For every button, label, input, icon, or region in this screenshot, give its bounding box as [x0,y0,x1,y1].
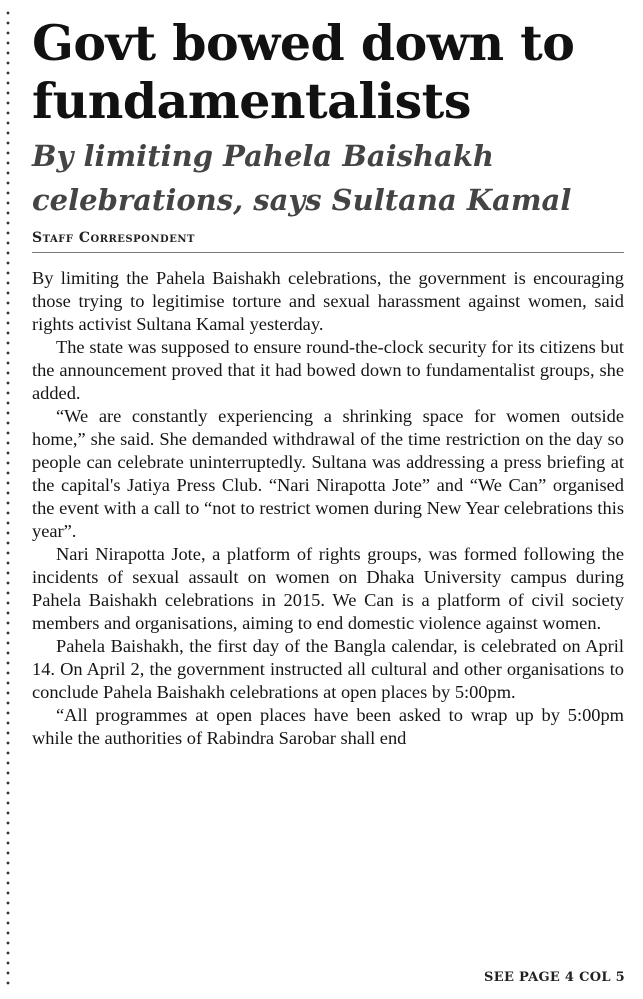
paragraph: By limiting the Pahela Baishakh celebrations, the government is encouraging those trying to legitimise torture and sexual harassment against women, said rights activist Sultana Kamal yesterday. [32,268,624,334]
paragraph: “We are constantly experiencing a shrinking space for women outside home,” she said. She demanded withdrawal of the time restriction on the day so people can celebrate uninterruptedly. Sultana was addressing a press briefing at the capital's Jatiya Press Club. “Nari Nirapotta Jote” and “We Can” organised the event with a call to “not to restrict women during New Year celebrations this year”. [32,406,624,541]
paragraph: Nari Nirapotta Jote, a platform of rights groups, was formed following the incidents of sexual assault on women on Dhaka University campus during Pahela Baishakh celebrations in 2015. We Can is a platform of civil society members and organisations, aiming to end domestic violence against women. [32,544,624,633]
column-dotted-rule [6,8,10,987]
headline: Govt bowed down to fundamentalists [32,14,575,130]
continuation-note: SEE PAGE 4 COL 5 [484,970,625,985]
paragraph: The state was supposed to ensure round-the-clock security for its citizens but the announcement proved that it had bowed down to fundamentalist groups, she added. [32,337,624,403]
byline: Staff Correspondent [32,230,624,253]
paragraph: Pahela Baishakh, the first day of the Bangla calendar, is celebrated on April 14. On April 2, the government instructed all cultural and other organisations to conclude Pahela Baishakh celebrations at open places by 5:00pm. [32,636,624,702]
article-body [32,267,624,750]
paragraph: “All programmes at open places have been asked to wrap up by 5:00pm while the authorities of Rabindra Sarobar shall end [32,705,624,748]
news-article [32,14,624,750]
subheadline: By limiting Pahela Baishakh celebrations, says Sultana Kamal [32,139,572,217]
